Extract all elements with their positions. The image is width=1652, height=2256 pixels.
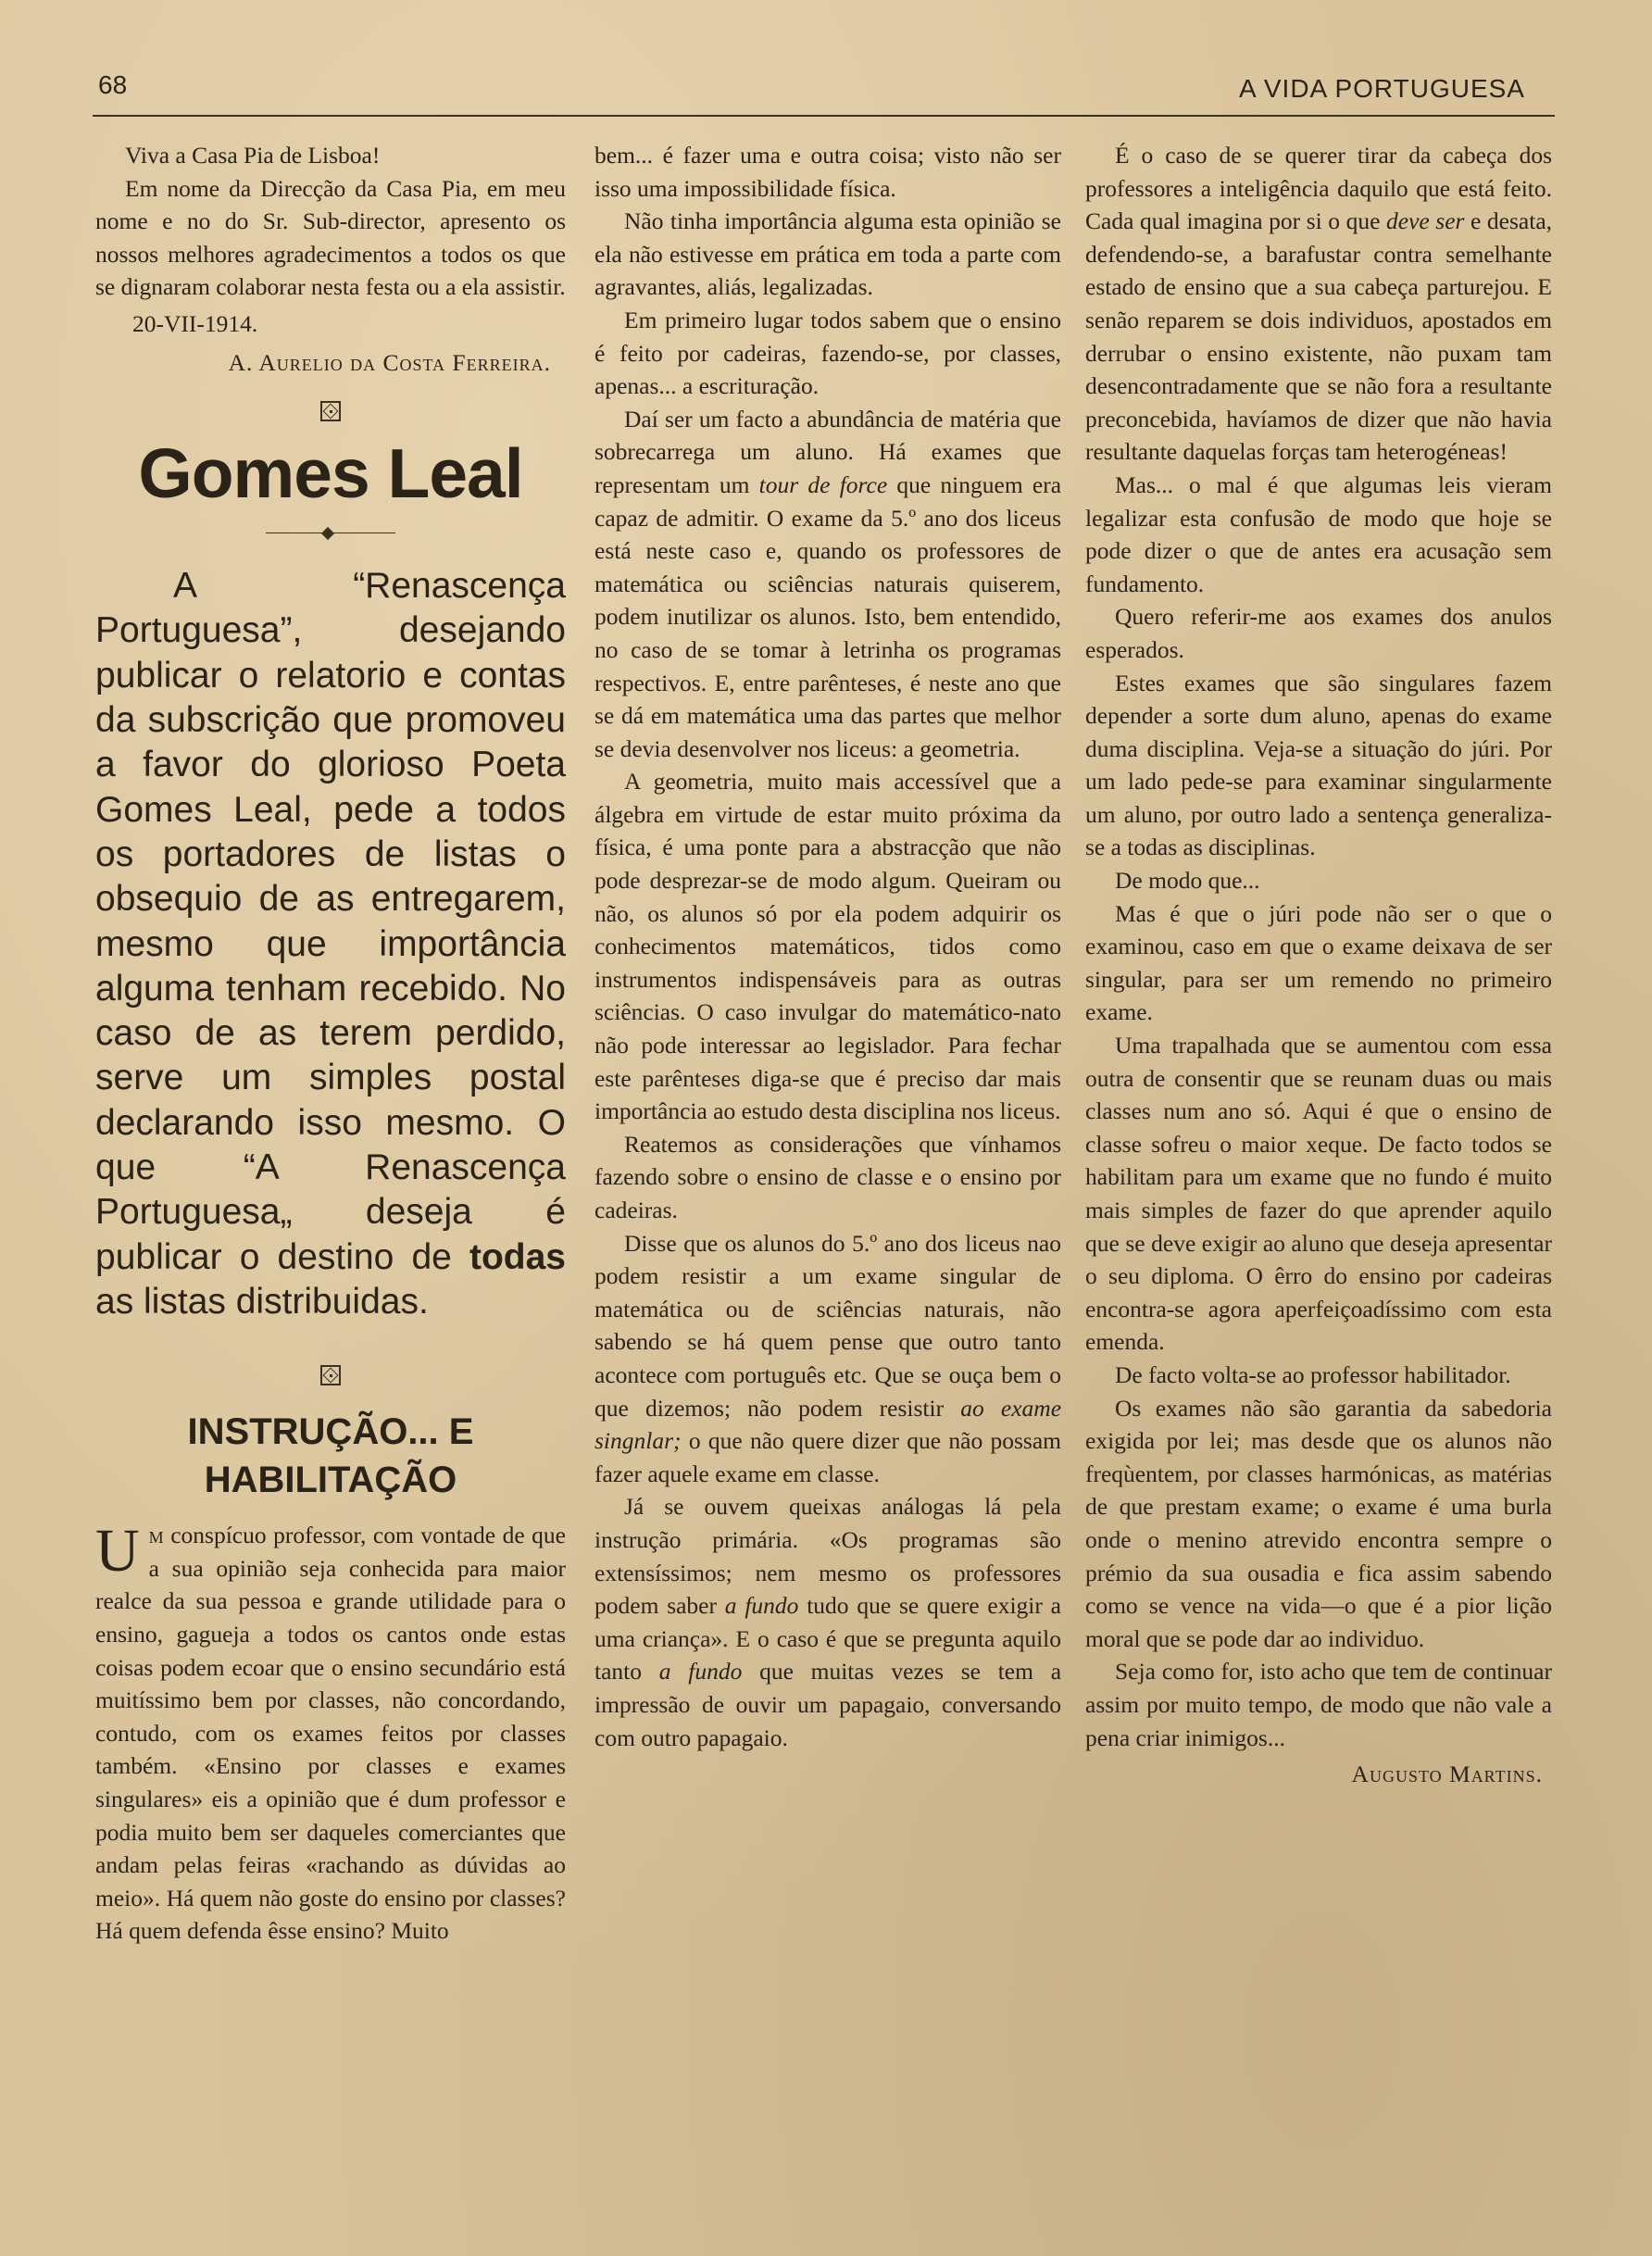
article-text: Já se ouvem queixas análogas lá pela instrução primária. «Os programas são extensíssimos; nem mesmo os professores podem saber — [594, 1493, 1061, 1620]
speech-paragraph: Viva a Casa Pia de Lisboa! — [125, 142, 381, 169]
article-text: É o caso de se querer tirar da cabeça dos professores a inteligência daquilo que está feito. Cada qual imagina por si o que — [1085, 142, 1552, 235]
article-paragraph: bem... é fazer uma e outra coisa; visto não ser isso uma impossibilidade física. — [594, 142, 1061, 202]
italic-phrase: a fundo — [658, 1658, 743, 1686]
article-paragraph — [594, 403, 1061, 766]
article-text: Daí ser um facto a abundância de matéria que sobrecarrega um aluno. Há exames que representam um — [594, 405, 1061, 498]
section-ornament-icon — [320, 401, 341, 421]
article-paragraph: De facto volta-se ao professor habilitador. — [1115, 1360, 1511, 1388]
article-paragraph: Mas... o mal é que algumas leis vieram legalizar esta confusão de modo que hoje se pode dizer o que de antes era acusação sem fundamento. — [1085, 470, 1552, 597]
gomes-leal-notice — [95, 564, 566, 1324]
instrucao-title: INSTRUÇÃO... E HABILITAÇÃO — [187, 1411, 474, 1501]
article-paragraph: A geometria, muito mais accessível que a álgebra em virtude de estar muito próxima da física, é uma ponte para a abstracção que não pode desprezar-se de modo algum. Queiram ou não, os alunos só por ela podem adquirir os conhecimentos matemáticos, tidos como instrumentos indispensáveis para as outras sciências. O caso invulgar do matemático-nato não pode interessar ao legislador. Para fechar este parênteses diga-se que é preciso dar mais importância ao estudo desta disciplina nos liceus. — [594, 768, 1061, 1125]
article-paragraph — [594, 1490, 1061, 1754]
article-text: que ninguem era capaz de admitir. O exame da 5.º ano dos liceus está neste caso e, quando os professores de matemática ou sciências naturais quiserem, podem inutilizar os alunos. Isto, bem entendido, no caso de se tomar à letrinha os programas respectivos. E, entre parênteses, é neste ano que se dá em matemática uma das partes que melhor se devia desenvolver nos liceus: a geometria. — [594, 470, 1062, 762]
page-number: 68 — [98, 70, 128, 99]
article-paragraph: Os exames não são garantia da sabedoria exigida por lei; mas desde que os alunos não freqùentem, por classes harmónicas, as matérias de que prestam exame; o exame é uma burla onde o menino atrevido encontra sempre o prémio da sua ousadia e fica assim sabendo como se vence na vida—o que é a pior lição moral que se pode dar ao individuo. — [1085, 1394, 1552, 1652]
article-text: Disse que os alunos do 5.º ano dos liceus nao podem resistir a um exame singular de matemática ou de sciências naturais, não sabendo se há quem pense que outro tanto acontece com português etc. Que se ouça bem o que dizemos; não podem resistir — [594, 1229, 1061, 1422]
header-rule — [93, 115, 1555, 117]
article-paragraph: Seja como for, isto acho que tem de continuar assim por muito tempo, de modo que não vale a pena criar inimigos... — [1085, 1658, 1552, 1751]
notice-text: A “Renascença Portuguesa”, desejando publicar o relatorio e contas da subscrição que promoveu a favor do glorioso Poeta Gomes Leal, pede a todos os portadores de listas o obsequio de as entregarem, mesmo que importância alguma tenham recebido. No caso de as terem perdido, serve um simples postal declarando isso mesmo. O que “A Renascença Portuguesa„ deseja é publicar o destino de — [95, 566, 566, 1277]
italic-phrase: ao exame singnlar; — [594, 1394, 1062, 1455]
article-paragraph: Não tinha importância alguma esta opinião se ela não estivesse em prática em toda a parte com agravantes, aliás, legalizadas. — [594, 207, 1061, 301]
article-text: e desata, defendendo-se, a barafustar contra semelhante estado de ensino que a sua cabeça parturejou. E senão reparem se dois individuos, apostados em derrubar o ensino existente, não puxam tam desencontradamente que se não fora a resultante preconcebida, havíamos de dizer que não havia resultante daquelas forças tam heterogéneas! — [1085, 207, 1553, 466]
article-paragraph — [95, 1519, 566, 1948]
article-paragraph: Estes exames que são singulares fazem depender a sorte dum aluno, apenas do exame duma disciplina. Veja-se a situação do júri. Por um lado pede-se para examinar singularmente um aluno, por outro lado a sentença generaliza-se a todas as disciplinas. — [1085, 669, 1552, 861]
article-text: tudo que se quere exigir a uma criança». E o caso é que se pregunta aquilo tanto — [594, 1592, 1061, 1686]
article-signature: Augusto Martins. — [1351, 1761, 1543, 1788]
column-3 — [1085, 139, 1552, 1791]
section-ornament-icon — [320, 1365, 341, 1385]
article-text: conspícuo professor, com vontade de que a sua opinião seja conhecida para maior realce da sua pessoa e grande utilidade para o ensino, gagueja a todos os cantos onde estas coisas podem ecoar que o ensino secundário está muitíssimo bem por classes, não concordando, contudo, com os exames feitos por classes também. «Ensino por classes e exames singulares» eis a opinião que é dum professor e podia muito bem ser daqueles comerciantes que andam pelas feiras «rachando as dúvidas ao meio». Há quem não goste do ensino por classes? Há quem defenda êsse ensino? Muito — [95, 1522, 566, 1945]
article-paragraph: Reatemos as considerações que vínhamos fazendo sobre o ensino de classe e o ensino por cadeiras. — [594, 1130, 1061, 1223]
speech-paragraph: Em nome da Direcção da Casa Pia, em meu nome e no do Sr. Sub-director, apresento os nossos melhores agradecimentos a todos os que se dignaram colaborar nesta festa ou a ela assistir. — [95, 174, 566, 301]
drop-cap: U — [95, 1517, 140, 1585]
article-paragraph: Em primeiro lugar todos sabem que o ensino é feito por cadeiras, fazendo-se, por classes, apenas... a escrituração. — [594, 306, 1061, 400]
gomes-leal-title: Gomes Leal — [138, 434, 523, 513]
italic-phrase: deve ser — [1386, 207, 1465, 235]
article-text: que muitas vezes se tem a impressão de ouvir um papagaio, conversando com outro papagaio. — [594, 1658, 1062, 1751]
italic-phrase: a fundo — [724, 1592, 799, 1620]
notice-bold-word: todas — [469, 1236, 566, 1277]
article-paragraph: Quero referir-me aos exames dos anulos esperados. — [1085, 603, 1552, 663]
article-paragraph: Uma trapalhada que se aumentou com essa outra de consentir que se reunam duas ou mais classes num ano só. Aqui é que o ensino de classe sofreu o maior xeque. De facto todos se habilitam para um exame que no fundo é muito mais simples de fazer do que aprender aquilo que se deve exigir ao aluno que deseja apresentar o seu diploma. O êrro do ensino por cadeiras encontra-se agora aperfeiçoadíssimo com esta emenda. — [1085, 1032, 1552, 1356]
notice-text-end: as listas distribuidas. — [95, 1281, 429, 1322]
article-paragraph — [594, 1227, 1061, 1491]
article-text: o que não quere dizer que não possam fazer aquele exame em classe. — [594, 1427, 1061, 1487]
article-paragraph: Mas é que o júri pode não ser o que o examinou, caso em que o exame deixava de ser singular, para ser um remendo no primeiro exame. — [1085, 899, 1552, 1026]
drop-cap-rest: m — [148, 1522, 164, 1549]
title-rule-ornament-icon — [266, 527, 395, 540]
article-paragraph: De modo que... — [1115, 867, 1260, 895]
column-2 — [594, 139, 1061, 1754]
italic-phrase: tour de force — [758, 470, 888, 498]
running-head: A VIDA PORTUGUESA — [1238, 74, 1525, 103]
speech-signature: A. Aurelio da Costa Ferreira. — [228, 348, 551, 376]
article-paragraph — [1085, 139, 1552, 469]
column-1 — [95, 139, 566, 1948]
speech-date: 20-VII-1914. — [132, 309, 258, 337]
